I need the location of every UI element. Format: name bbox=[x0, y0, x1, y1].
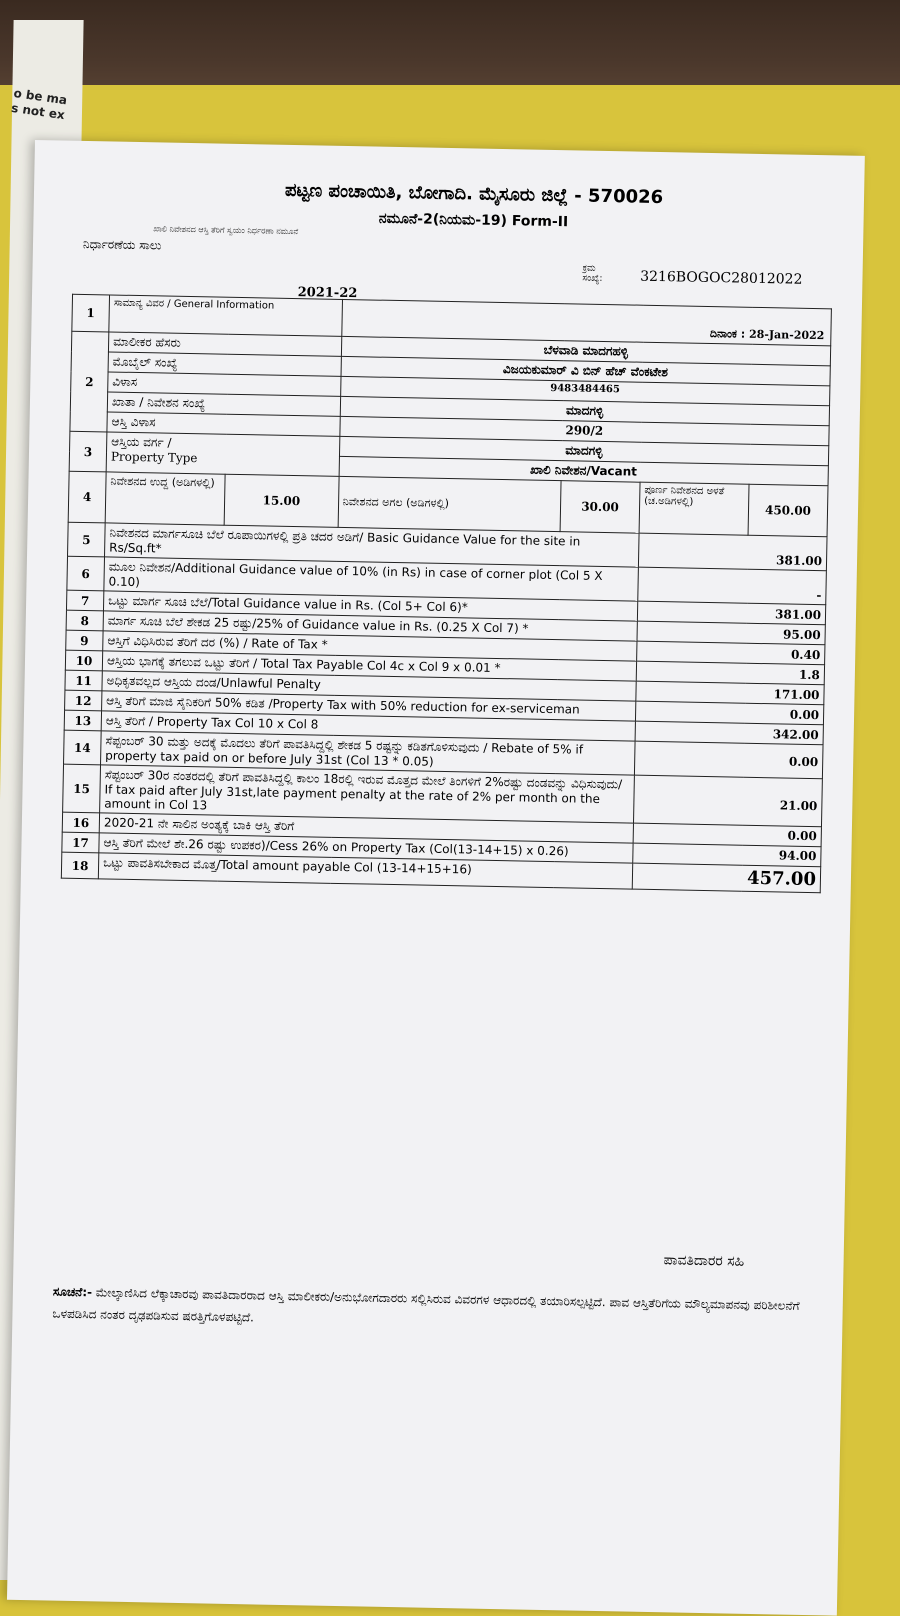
width-label: ನಿವೇಶನದ ಅಗಲ (ಅಡಿಗಳಲ್ಲಿ) bbox=[338, 476, 561, 531]
date-label: ದಿನಾಂಕ : 28-Jan-2022 bbox=[709, 326, 825, 343]
property-tax-label: ಆಸ್ತಿ ತೆರಿಗೆ / Property Tax Col 10 x Col 8 bbox=[101, 711, 635, 741]
additional-guidance-label: ಮೂಲ ನಿವೇಶನ/Additional Guidance value of 10% (in Rs) in case of corner plot (Col 5 X 0.10) bbox=[104, 557, 639, 601]
payer-signature-label: ಪಾವತಿದಾರರ ಸಹಿ bbox=[663, 1252, 745, 1270]
row-number: 12 bbox=[65, 690, 102, 711]
mobile-value: 9483484465 bbox=[340, 376, 830, 405]
row-number: 1 bbox=[72, 294, 110, 332]
tax-rate-value: 0.40 bbox=[637, 641, 825, 665]
arrears-label: 2020-21 ನೇ ಸಾಲಿನ ಅಂತ್ಯಕ್ಕೆ ಬಾಕಿ ಆಸ್ತಿ ತೆರಿಗೆ bbox=[99, 813, 633, 843]
date-value: 28-Jan-2022 bbox=[748, 327, 825, 343]
property-village: ಮಾದಗಳ್ಳಿ bbox=[339, 436, 829, 465]
row-number: 9 bbox=[66, 630, 103, 651]
length-value: 15.00 bbox=[224, 474, 339, 527]
row-number: 10 bbox=[65, 650, 102, 671]
penalty-label: ಅಧಿಕೃತವಲ್ಲದ ಆಸ್ತಿಯ ದಂಡ/Unlawful Penalty bbox=[102, 671, 636, 701]
form-subtitle: ಖಾಲಿ ನಿವೇಶನದ ಆಸ್ತಿ ತೆರಿಗೆ ಸ್ವಯಂ ನಿರ್ಧರಣಾ ನಮೂನೆ bbox=[153, 224, 299, 237]
holder-value: ವಿಜಯಕುಮಾರ್ ವಿ ಬಿನ್ ಹೆಚ್ ವೆಂಕಟೇಶ bbox=[341, 356, 831, 385]
footer-note bbox=[52, 1281, 833, 1340]
general-info-label: ಸಾಮಾನ್ಯ ವಿವರ / General Information bbox=[109, 295, 342, 336]
serial-number: 3216BOGOC28012022 bbox=[640, 268, 803, 288]
property-type-value: ಖಾಲಿ ನಿವೇಶನ/Vacant bbox=[339, 456, 829, 485]
total-guidance-value: 381.00 bbox=[637, 601, 825, 625]
address-label: ವಿಳಾಸ bbox=[108, 372, 341, 396]
cess-label: ಆಸ್ತಿ ತೆರಿಗೆ ಮೇಲೆ ಶೇ.26 ರಷ್ಟು ಉಪಕರ)/Cess 26% on Property Tax (Col(13-14+15) x 0.26) bbox=[99, 833, 633, 863]
total-payable-value: 457.00 bbox=[632, 863, 820, 893]
tax-form-document bbox=[7, 140, 865, 1616]
row-number: 13 bbox=[64, 710, 101, 731]
ex-serviceman-label: ಆಸ್ತಿ ತೆರಿಗೆ ಮಾಜಿ ಸೈನಿಕರಿಗೆ 50% ಕಡಿತ /Property Tax with 50% reduction for ex-serviceman bbox=[102, 691, 636, 721]
row-number: 2 bbox=[70, 331, 109, 432]
property-tax-value: 342.00 bbox=[635, 721, 823, 745]
row-number: 17 bbox=[62, 832, 99, 853]
cess-value: 94.00 bbox=[633, 843, 821, 867]
arrears-value: 0.00 bbox=[633, 823, 821, 847]
row-number: 15 bbox=[63, 764, 101, 813]
width-value: 30.00 bbox=[560, 481, 640, 534]
late-penalty-value: 21.00 bbox=[633, 775, 822, 827]
row-number: 7 bbox=[66, 590, 103, 611]
property-address-label: ಆಸ್ತಿ ವಿಳಾಸ bbox=[107, 412, 340, 436]
row-number: 16 bbox=[62, 812, 99, 833]
owner-label: ಮಾಲೀಕರ ಹೆಸರು bbox=[108, 332, 341, 356]
total-payable-label: ಒಟ್ಟು ಪಾವತಿಸಬೇಕಾದ ಮೊತ್ತ/Total amount payable Col (13-14+15+16) bbox=[98, 853, 632, 889]
form-number: ನಮೂನೆ-2(ನಿಯಮ-19) Form-II bbox=[378, 210, 569, 231]
underlying-page-text: o be ma s not ex bbox=[10, 85, 69, 123]
late-penalty-label: ಸೆಪ್ಟಂಬರ್ 30ರ ನಂತರದಲ್ಲಿ ತೆರಿಗೆ ಪಾವತಿಸಿದ್ದಲ್ಲಿ ಕಾಲಂ 18ರಲ್ಲಿ ಇರುವ ಮೊತ್ತದ ಮೇಲೆ ತಿಂಗಳಿಗೆ 2%ರಷ್ಟು ದಂಡವನ್ನು ವಿಧಿಸುವುದು/ If tax paid after July 31st,late payment penalty at the rate of 2% per month on the amount in Col 13 bbox=[100, 765, 635, 823]
rebate-label: ಸೆಪ್ಟಂಬರ್ 30 ಮತ್ತು ಅದಕ್ಕೆ ಮೊದಲು ತೆರಿಗೆ ಪಾವತಿಸಿದ್ದಲ್ಲಿ ಶೇಕಡ 5 ರಷ್ಟನ್ನು ಕಡಿತಗೊಳಿಸುವುದು / Rebate of 5% if property tax paid on or before July 31st (Col 13 * 0.05) bbox=[101, 731, 636, 775]
note-text: ಮೇಲ್ಕಾಣಿಸಿದ ಲೆಕ್ಕಾಚಾರವು ಪಾವತಿದಾರರಾದ ಆಸ್ತಿ ಮಾಲೀಕರು/ಅನುಭೋಗದಾರರು ಸಲ್ಲಿಸಿರುವ ವಿವರಗಳ ಆಧಾರದಲ್ಲಿ ತಯಾರಿಸಲ್ಪಟ್ಟಿದೆ. ಪಾವ ಆಸ್ತಿತೆರಿಗೆಯ ಮೌಲ್ಯಮಾಪನವು ಪರಿಶೀಲನೆಗೆ ಒಳಪಡಿಸಿದ ನಂತರ ದೃಢಪಡಿಸುವ ಷರತ್ತಿಗೊಳಪಟ್ಟಿದೆ. bbox=[52, 1285, 800, 1325]
khata-label: ಖಾತಾ / ನಿವೇಶನ ಸಂಖ್ಯೆ bbox=[107, 392, 340, 416]
khata-number-value: 290/2 bbox=[339, 416, 829, 445]
rebate-value: 0.00 bbox=[634, 741, 823, 779]
mobile-label: ಮೊಬೈಲ್ ಸಂಖ್ಯೆ bbox=[108, 352, 341, 376]
ex-serviceman-value: 0.00 bbox=[635, 701, 823, 725]
guidance-25-label: ಮಾರ್ಗ ಸೂಚಿ ಬೆಲೆ ಶೇಕಡ 25 ರಷ್ಟು/25% of Guidance value in Rs. (0.25 X Col 7) * bbox=[103, 611, 637, 641]
tax-rate-label: ಆಸ್ತಿಗೆ ವಿಧಿಸಿರುವ ತೆರಿಗೆ ದರ (%) / Rate of Tax * bbox=[103, 631, 637, 661]
additional-guidance-value: - bbox=[638, 567, 827, 605]
row-number: 8 bbox=[66, 610, 103, 631]
property-type-label: ಆಸ್ತಿಯ ವರ್ಗ / Property Type bbox=[106, 432, 339, 476]
total-guidance-label: ಒಟ್ಟು ಮಾರ್ಗ ಸೂಚಿ ಬೆಲೆ/Total Guidance value in Rs. (Col 5+ Col 6)* bbox=[103, 591, 637, 621]
total-tax-label: ಆಸ್ತಿಯ ಭಾಗಕ್ಕೆ ತಗಲುವ ಒಟ್ಟು ತೆರಿಗೆ / Total Tax Payable Col 4c x Col 9 x 0.01 * bbox=[102, 651, 636, 681]
row-number: 5 bbox=[68, 522, 106, 557]
total-tax-value: 1.8 bbox=[636, 661, 824, 685]
owner-value: ಬೆಳವಾಡಿ ಮಾದಗಹಳ್ಳಿ bbox=[341, 336, 831, 365]
area-value: 450.00 bbox=[748, 484, 828, 537]
row-number: 3 bbox=[69, 431, 107, 472]
row-number: 11 bbox=[65, 670, 102, 691]
row-number: 14 bbox=[64, 730, 102, 765]
area-label: ಪೂರ್ಣ ನಿವೇಶನದ ಅಳತೆ (ಚ.ಅಡಿಗಳಲ್ಲಿ) bbox=[639, 482, 749, 535]
row-number: 18 bbox=[61, 852, 98, 879]
guidance-value: 381.00 bbox=[638, 533, 827, 571]
tax-table bbox=[61, 285, 832, 893]
row-number: 6 bbox=[67, 556, 105, 591]
guidance-value-label: ನಿವೇಶನದ ಮಾರ್ಗಸೂಚಿ ಬೆಲೆ ರೂಪಾಯಿಗಳಲ್ಲಿ ಪ್ರತಿ ಚದರ ಅಡಿಗೆ/ Basic Guidance Value for the site in Rs/Sq.ft* bbox=[105, 523, 640, 567]
guidance-25-value: 95.00 bbox=[637, 621, 825, 645]
village-value: ಮಾದಗಳ್ಳಿ bbox=[340, 396, 830, 425]
note-label: ಸೂಚನೆ:- bbox=[52, 1284, 93, 1300]
serial-label: ಕ್ರಮ ಸಂಖ್ಯೆ: bbox=[582, 263, 603, 284]
length-label: ನಿವೇಶನದ ಉದ್ದ (ಅಡಿಗಳಲ್ಲಿ) bbox=[105, 472, 225, 525]
assessment-year-label: ನಿರ್ಧಾರಣೆಯ ಸಾಲು bbox=[82, 236, 162, 253]
assessment-year: 2021-22 bbox=[297, 285, 358, 302]
penalty-value: 171.00 bbox=[636, 681, 824, 705]
row-number: 4 bbox=[68, 471, 106, 523]
panchayat-title: ಪಟ್ಟಣ ಪಂಚಾಯಿತಿ, ಬೋಗಾದಿ. ಮೈಸೂರು ಜಿಲ್ಲೆ - 570026 bbox=[284, 179, 664, 209]
